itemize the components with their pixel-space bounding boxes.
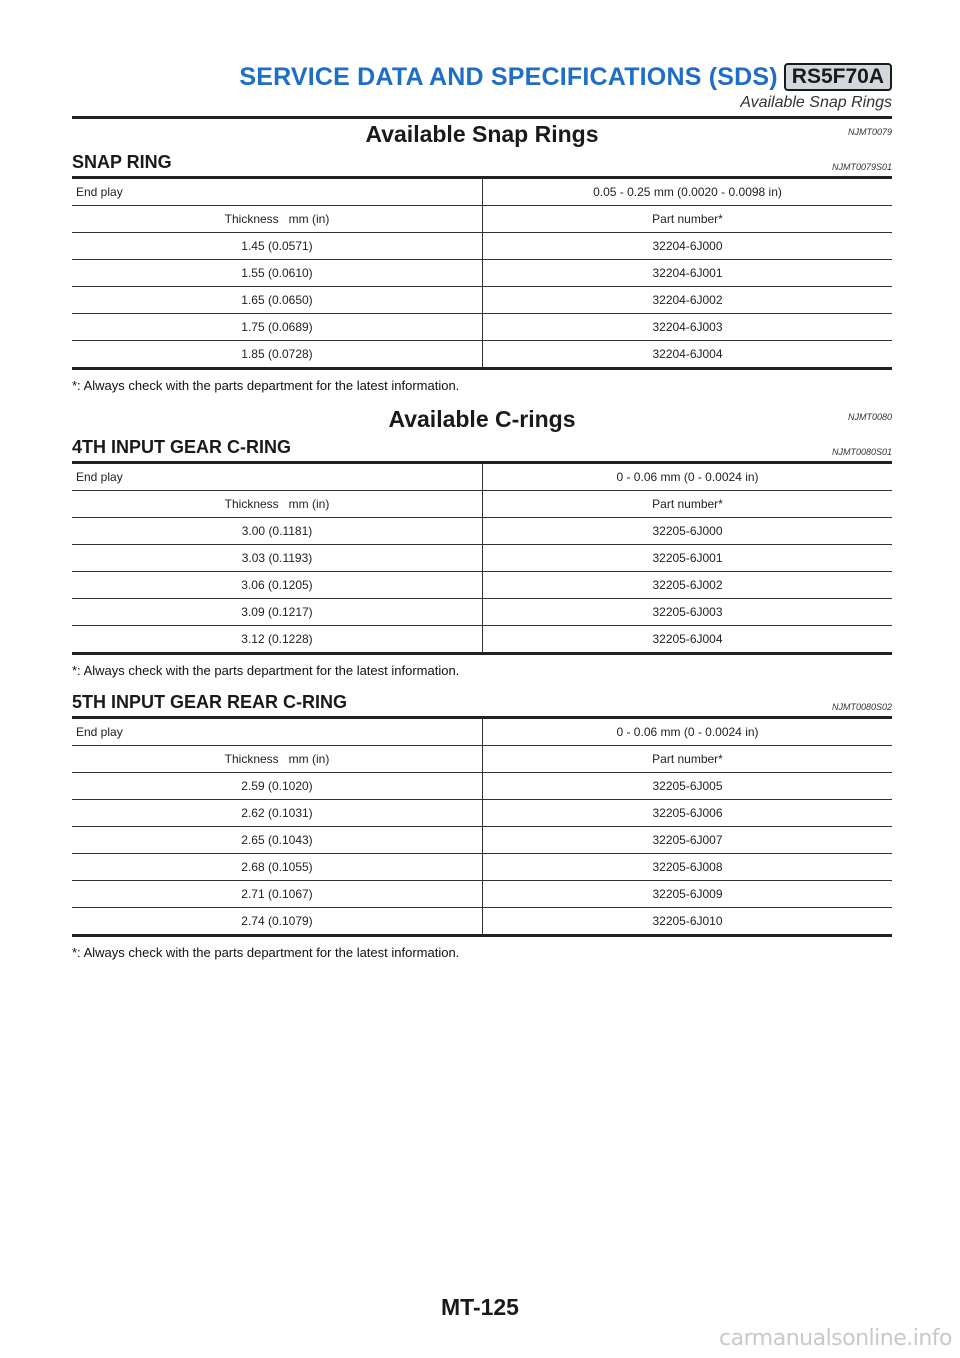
thickness-cell: 1.65 (0.0650)	[72, 287, 483, 314]
table-row	[72, 314, 892, 341]
header-subtitle: Available Snap Rings	[740, 94, 892, 111]
table-row	[72, 341, 892, 369]
table-row	[72, 626, 892, 654]
column-header-thickness: Thickness mm (in)	[72, 746, 483, 773]
end-play-label: End play	[72, 719, 483, 746]
5th-gear-rear-c-ring-table	[72, 719, 892, 937]
thickness-cell: 2.59 (0.1020)	[72, 773, 483, 800]
end-play-value: 0.05 - 0.25 mm (0.0020 - 0.0098 in)	[483, 179, 893, 206]
table-row	[72, 518, 892, 545]
part-number-cell: 32205-6J010	[483, 908, 893, 936]
table-row	[72, 599, 892, 626]
end-play-value: 0 - 0.06 mm (0 - 0.0024 in)	[483, 719, 893, 746]
thickness-cell: 1.85 (0.0728)	[72, 341, 483, 369]
thickness-cell: 2.68 (0.1055)	[72, 854, 483, 881]
header-divider	[72, 116, 892, 119]
thickness-cell: 2.62 (0.1031)	[72, 800, 483, 827]
subsection-code: NJMT0080S02	[831, 702, 892, 712]
part-number-cell: 32205-6J002	[483, 572, 893, 599]
part-number-cell: 32204-6J004	[483, 341, 893, 369]
section-code: NJMT0080	[847, 412, 892, 422]
subsection-code: NJMT0079S01	[831, 162, 892, 172]
table-header-row	[72, 746, 892, 773]
table-row	[72, 854, 892, 881]
table-row	[72, 800, 892, 827]
part-number-cell: 32205-6J007	[483, 827, 893, 854]
table-row	[72, 260, 892, 287]
table-row	[72, 827, 892, 854]
thickness-cell: 2.74 (0.1079)	[72, 908, 483, 936]
model-badge: RS5F70A	[784, 63, 892, 91]
page-content	[72, 120, 892, 964]
subsection-title-text: 5TH INPUT GEAR REAR C-RING	[72, 692, 348, 712]
thickness-cell: 1.55 (0.0610)	[72, 260, 483, 287]
table-row	[72, 572, 892, 599]
column-header-part-number: Part number*	[483, 206, 893, 233]
column-header-thickness: Thickness mm (in)	[72, 491, 483, 518]
table-row	[72, 773, 892, 800]
part-number-cell: 32205-6J004	[483, 626, 893, 654]
table-row	[72, 545, 892, 572]
end-play-label: End play	[72, 179, 483, 206]
header-title: SERVICE DATA AND SPECIFICATIONS (SDS)	[239, 62, 778, 91]
part-number-cell: 32204-6J001	[483, 260, 893, 287]
thickness-cell: 3.00 (0.1181)	[72, 518, 483, 545]
subsection-title-text: SNAP RING	[72, 152, 172, 172]
section-title-snap-rings	[72, 120, 892, 148]
thickness-cell: 1.45 (0.0571)	[72, 233, 483, 260]
thickness-cell: 2.71 (0.1067)	[72, 881, 483, 908]
part-number-cell: 32205-6J001	[483, 545, 893, 572]
end-play-label: End play	[72, 464, 483, 491]
table-header-row	[72, 206, 892, 233]
page-number: MT-125	[441, 1294, 519, 1320]
footnote: *: Always check with the parts department for the latest information.	[72, 378, 460, 393]
subsection-code: NJMT0080S01	[831, 447, 892, 457]
table-row	[72, 233, 892, 260]
column-header-part-number: Part number*	[483, 491, 893, 518]
section-title-c-rings	[72, 405, 892, 433]
thickness-cell: 2.65 (0.1043)	[72, 827, 483, 854]
column-header-part-number: Part number*	[483, 746, 893, 773]
snap-ring-table	[72, 179, 892, 370]
table-row	[72, 881, 892, 908]
table-row	[72, 719, 892, 746]
end-play-value: 0 - 0.06 mm (0 - 0.0024 in)	[483, 464, 893, 491]
4th-gear-c-ring-table	[72, 464, 892, 655]
subsection-title-text: 4TH INPUT GEAR C-RING	[72, 437, 292, 457]
part-number-cell: 32205-6J008	[483, 854, 893, 881]
section-title-text: Available Snap Rings	[365, 121, 599, 147]
part-number-cell: 32204-6J000	[483, 233, 893, 260]
subsection-title-4th-input-gear	[72, 433, 892, 464]
thickness-cell: 1.75 (0.0689)	[72, 314, 483, 341]
section-title-text: Available C-rings	[388, 406, 576, 432]
part-number-cell: 32204-6J002	[483, 287, 893, 314]
subsection-title-snap-ring	[72, 148, 892, 179]
table-row	[72, 287, 892, 314]
table-header-row	[72, 491, 892, 518]
table-row	[72, 179, 892, 206]
part-number-cell: 32204-6J003	[483, 314, 893, 341]
subsection-title-5th-input-gear-rear	[72, 688, 892, 719]
part-number-cell: 32205-6J000	[483, 518, 893, 545]
part-number-cell: 32205-6J009	[483, 881, 893, 908]
thickness-cell: 3.03 (0.1193)	[72, 545, 483, 572]
table-row	[72, 908, 892, 936]
thickness-cell: 3.09 (0.1217)	[72, 599, 483, 626]
thickness-cell: 3.12 (0.1228)	[72, 626, 483, 654]
site-watermark: carmanualsonline.info	[719, 1326, 952, 1351]
footnote: *: Always check with the parts department for the latest information.	[72, 945, 460, 960]
part-number-cell: 32205-6J006	[483, 800, 893, 827]
part-number-cell: 32205-6J003	[483, 599, 893, 626]
column-header-thickness: Thickness mm (in)	[72, 206, 483, 233]
thickness-cell: 3.06 (0.1205)	[72, 572, 483, 599]
part-number-cell: 32205-6J005	[483, 773, 893, 800]
footnote: *: Always check with the parts department for the latest information.	[72, 663, 460, 678]
page-header	[72, 62, 892, 120]
section-code: NJMT0079	[847, 127, 892, 137]
table-row	[72, 464, 892, 491]
